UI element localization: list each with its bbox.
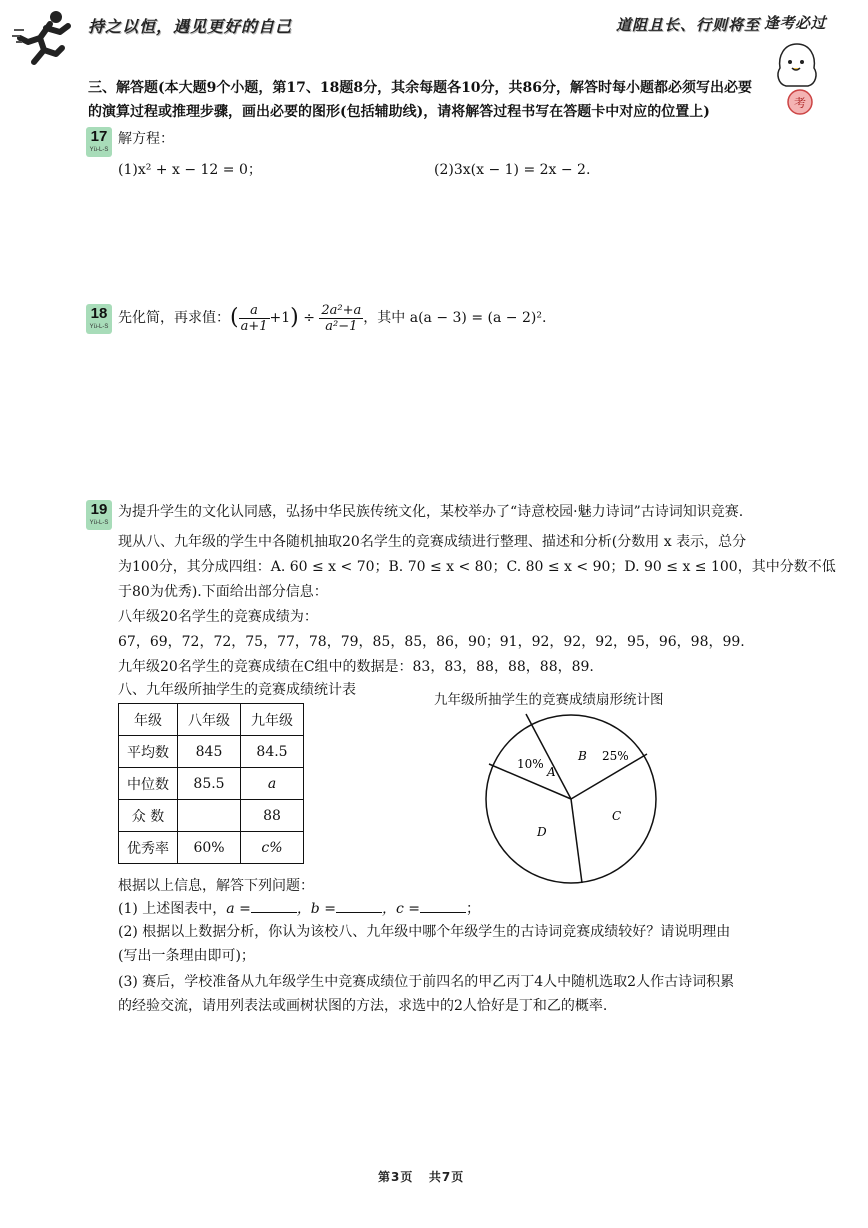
table-row: [119, 704, 304, 736]
q19-line-3: 为100分，其分成四组：A. 60 ≤ x < 70；B. 70 ≤ x < 80；C. 80 ≤ x < 90；D. 90 ≤ x ≤ 100，其中分数不低: [118, 559, 836, 575]
fraction-numerator: a: [239, 303, 270, 319]
table-cell: c%: [241, 832, 304, 864]
left-paren: (: [230, 305, 239, 330]
page-total: 共7页: [428, 1170, 465, 1184]
q18-divide: ÷: [303, 310, 315, 326]
q19-line-1: 为提升学生的文化认同感，弘扬中华民族传统文化，某校举办了“诗意校园·魅力诗词”古诗词知识竞赛.: [118, 504, 744, 520]
q1-b-label: ，b =: [296, 901, 336, 917]
q19-line-2: 现从八、九年级的学生中各随机抽取20名学生的竞赛成绩进行整理、描述和分析(分数用 x 表示，总分: [118, 534, 747, 550]
q19-line-7: 九年级20名学生的竞赛成绩在C组中的数据是：83，83，88，88，88，89.: [118, 659, 594, 675]
svg-text:考: 考: [793, 96, 807, 110]
table-cell: 优秀率: [119, 832, 178, 864]
q19-line-6: 67，69，72，72，75，77，78，79，85，85，86，90；91，92，92，92，95，96，98，99.: [118, 634, 745, 650]
section-title-line1: 三、解答题(本大题9个小题，第17、18题8分，其余每题各10分，共86分，解答时每小题都必须写出必要: [88, 80, 753, 96]
table-cell: [178, 800, 241, 832]
pie-chart-title: 九年级所抽学生的竞赛成绩扇形统计图: [434, 692, 664, 708]
table-cell: 88: [241, 800, 304, 832]
header-stamp: 逢考必过: [764, 14, 827, 32]
answer-blank-b[interactable]: [336, 898, 382, 913]
question-number: 19: [90, 501, 108, 518]
q19-after-line-1: 根据以上信息，解答下列问题：: [118, 878, 314, 894]
question-tag: Yü-L-S: [89, 520, 109, 526]
pie-slice-boundary: [571, 799, 582, 883]
q18-condition: ，其中 a(a − 3) = (a − 2)².: [363, 310, 547, 326]
pie-slice-label-b: B: [578, 749, 587, 763]
question-number: 18: [90, 305, 108, 322]
page-footer: [378, 1168, 464, 1185]
table-cell: 中位数: [119, 768, 178, 800]
table-cell: a: [241, 768, 304, 800]
table-cell: 年级: [119, 704, 178, 736]
q19-after-line-2: (2) 根据以上数据分析，你认为该校八、九年级中哪个年级学生的古诗词竞赛成绩较好？请说明理由: [118, 924, 731, 940]
q19-after-line-5: 的经验交流，请用列表法或画树状图的方法，求选中的2人恰好是丁和乙的概率.: [118, 998, 608, 1014]
table-title: 八、九年级所抽学生的竞赛成绩统计表: [118, 682, 356, 698]
q18-fraction-1: [239, 303, 270, 334]
table-cell: 众 数: [119, 800, 178, 832]
q19-question-1: [118, 897, 480, 921]
q19-after-line-3: (写出一条理由即可)；: [118, 948, 255, 964]
q18-prompt: 先化简，再求值：: [118, 310, 230, 326]
question-tag: Yü-L-S: [89, 147, 109, 153]
header-left-slogan: 持之以恒，遇见更好的自己: [88, 17, 293, 36]
table-row: [119, 832, 304, 864]
fraction-denominator: a²−1: [325, 318, 358, 334]
question-tag: Yü-L-S: [89, 324, 109, 330]
q18-fraction-2: [319, 303, 363, 334]
pie-slice-label-a: A: [547, 765, 556, 779]
q17-part1: (1)x² + x − 12 = 0；: [118, 162, 262, 178]
pie-chart: [480, 712, 670, 892]
q19-after-line-4: (3) 赛后，学校准备从九年级学生中竞赛成绩位于前四名的甲乙丙丁4人中随机选取2人作古诗词积累: [118, 974, 735, 990]
table-cell: 85.5: [178, 768, 241, 800]
header-right-slogan: 道阻且长、行则将至: [616, 16, 761, 34]
q1-end: ；: [466, 901, 480, 917]
table-cell: 84.5: [241, 736, 304, 768]
table-cell: 九年级: [241, 704, 304, 736]
pie-slice-label-c: C: [612, 809, 622, 823]
section-title: [88, 76, 788, 124]
table-cell: 八年级: [178, 704, 241, 736]
answer-blank-a[interactable]: [251, 898, 297, 913]
q19-line-4: 于80为优秀).下面给出部分信息：: [118, 584, 328, 600]
pie-slice-value-a: 10%: [517, 757, 544, 771]
q18-expression: [118, 300, 546, 336]
q18-plus-one: +1: [269, 310, 291, 326]
q1-prefix: (1) 上述图表中，: [118, 901, 227, 917]
question-19-badge: [86, 500, 112, 530]
page-number: 第3页: [378, 1170, 414, 1184]
table-cell: 60%: [178, 832, 241, 864]
q19-line-5: 八年级20名学生的竞赛成绩为：: [118, 609, 318, 625]
fraction-denominator: a+1: [240, 318, 268, 334]
pie-slice-label-d: D: [537, 825, 547, 839]
question-18-badge: [86, 304, 112, 334]
q17-prompt: 解方程：: [118, 131, 174, 147]
answer-blank-c[interactable]: [420, 898, 466, 913]
table-cell: 845: [178, 736, 241, 768]
stats-table: [118, 703, 304, 864]
table-row: [119, 800, 304, 832]
q17-part2: (2)3x(x − 1) = 2x − 2.: [434, 162, 591, 178]
right-paren: ): [290, 305, 299, 330]
q1-c-label: ，c =: [381, 901, 420, 917]
question-number: 17: [90, 128, 108, 145]
table-row: [119, 736, 304, 768]
section-title-line2: 的演算过程或推理步骤，画出必要的图形(包括辅助线)，请将解答过程书写在答题卡中对应的位置上): [88, 104, 710, 120]
runner-logo-icon: [10, 8, 80, 66]
question-17-badge: [86, 127, 112, 157]
table-row: [119, 768, 304, 800]
pie-slice-value-b: 25%: [602, 749, 629, 763]
q1-a-label: a =: [226, 901, 251, 917]
fraction-numerator: 2a²+a: [321, 302, 362, 318]
table-cell: 平均数: [119, 736, 178, 768]
